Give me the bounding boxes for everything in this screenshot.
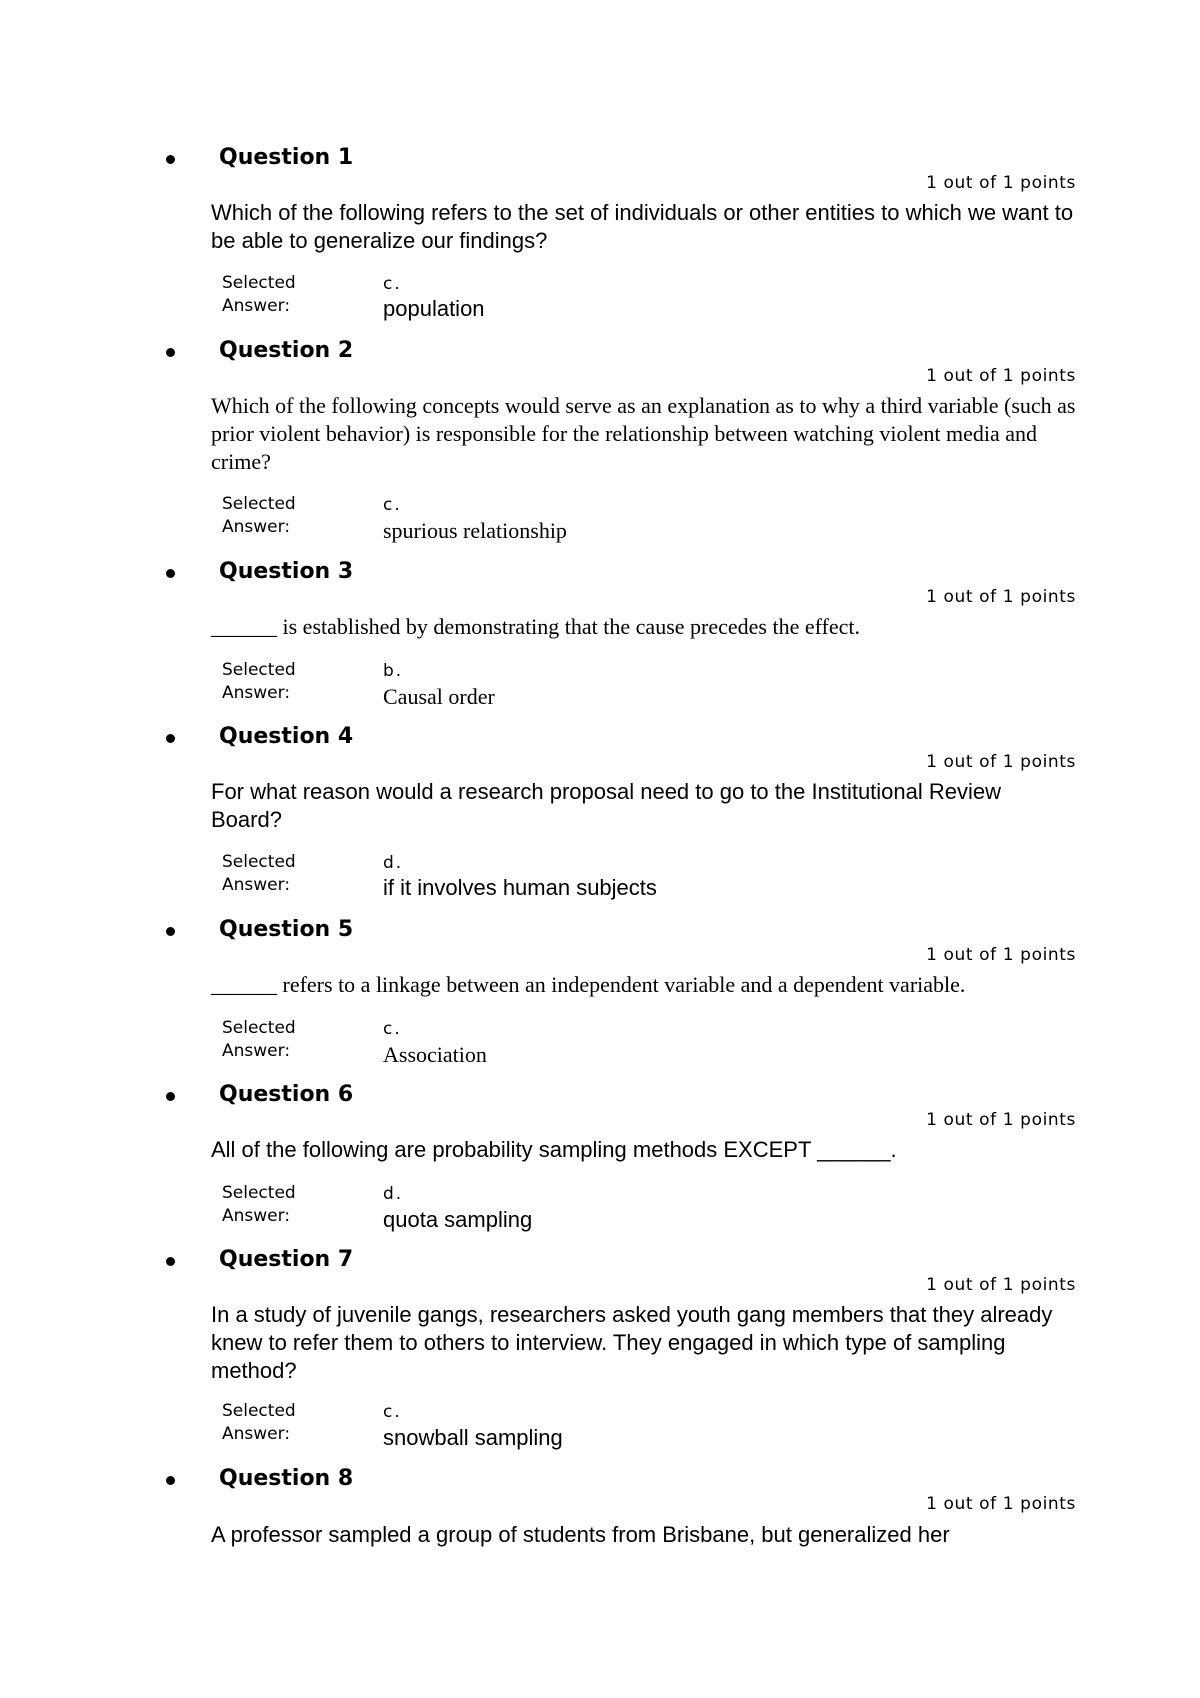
selected-label: Selected	[222, 1401, 296, 1421]
question-text: ______ is established by demonstrating that the cause precedes the effect.	[211, 614, 860, 639]
answer-label: Answer:	[222, 683, 291, 703]
selected-label: Selected	[222, 273, 296, 293]
answer-text: snowball sampling	[383, 1425, 563, 1450]
bullet-icon	[166, 1476, 175, 1485]
answer-label: Answer:	[222, 1424, 291, 1444]
question-title: Question 3	[219, 559, 354, 584]
selected-answer-label	[222, 493, 296, 539]
selected-answer-label	[222, 659, 296, 705]
answer-label: Answer:	[222, 1041, 291, 1061]
answer-text: population	[383, 296, 485, 321]
answer-label: Answer:	[222, 517, 291, 537]
bullet-icon	[166, 1257, 175, 1266]
answer-label: Answer:	[222, 296, 291, 316]
question-text: A professor sampled a group of students from Brisbane, but generalized her	[211, 1522, 950, 1547]
question-text: In a study of juvenile gangs, researchers asked youth gang members that they already knew to refer them to others to interview. They engaged in which type of sampling method?	[211, 1302, 1053, 1383]
question-text: ______ refers to a linkage between an independent variable and a dependent variable.	[211, 972, 966, 997]
bullet-icon	[166, 155, 175, 164]
answer-letter: d.	[383, 853, 404, 873]
points-label: 1 out of 1 points	[926, 1494, 1076, 1514]
selected-answer-label	[222, 1400, 296, 1446]
selected-label: Selected	[222, 1183, 296, 1203]
answer-text: Association	[383, 1042, 487, 1067]
selected-label: Selected	[222, 494, 296, 514]
answer-text: spurious relationship	[383, 518, 567, 543]
bullet-icon	[166, 927, 175, 936]
answer-text: if it involves human subjects	[383, 875, 657, 900]
points-label: 1 out of 1 points	[926, 173, 1076, 193]
question-text: All of the following are probability sampling methods EXCEPT ______.	[211, 1137, 897, 1162]
bullet-icon	[166, 1092, 175, 1101]
question-title: Question 7	[219, 1247, 354, 1272]
answer-letter: b.	[383, 661, 404, 681]
question-title: Question 8	[219, 1466, 354, 1491]
selected-answer-label	[222, 1017, 296, 1063]
question-title: Question 2	[219, 338, 354, 363]
question-text: Which of the following concepts would serve as an explanation as to why a third variable (such as prior violent behavior) is responsible for the relationship between watching violent media and crime?	[211, 393, 1076, 474]
answer-letter: c.	[383, 495, 402, 515]
selected-label: Selected	[222, 852, 296, 872]
answer-text: quota sampling	[383, 1207, 533, 1232]
points-label: 1 out of 1 points	[926, 1275, 1076, 1295]
selected-label: Selected	[222, 660, 296, 680]
question-title: Question 5	[219, 917, 354, 942]
points-label: 1 out of 1 points	[926, 366, 1076, 386]
question-title: Question 1	[219, 145, 354, 170]
selected-label: Selected	[222, 1018, 296, 1038]
points-label: 1 out of 1 points	[926, 1110, 1076, 1130]
answer-letter: c.	[383, 1402, 402, 1422]
question-text: For what reason would a research proposal need to go to the Institutional Review Board?	[211, 779, 1002, 832]
points-label: 1 out of 1 points	[926, 587, 1076, 607]
bullet-icon	[166, 569, 175, 578]
question-title: Question 6	[219, 1082, 354, 1107]
selected-answer-label	[222, 272, 296, 318]
answer-label: Answer:	[222, 1206, 291, 1226]
question-title: Question 4	[219, 724, 354, 749]
bullet-icon	[166, 734, 175, 743]
selected-answer-label	[222, 1182, 296, 1228]
selected-answer-label	[222, 851, 296, 897]
answer-letter: d.	[383, 1184, 404, 1204]
bullet-icon	[166, 348, 175, 357]
answer-letter: c.	[383, 274, 402, 294]
points-label: 1 out of 1 points	[926, 945, 1076, 965]
points-label: 1 out of 1 points	[926, 752, 1076, 772]
answer-label: Answer:	[222, 875, 291, 895]
question-text: Which of the following refers to the set of individuals or other entities to which we want to be able to generalize our findings?	[211, 200, 1074, 253]
answer-letter: c.	[383, 1019, 402, 1039]
answer-text: Causal order	[383, 684, 495, 709]
